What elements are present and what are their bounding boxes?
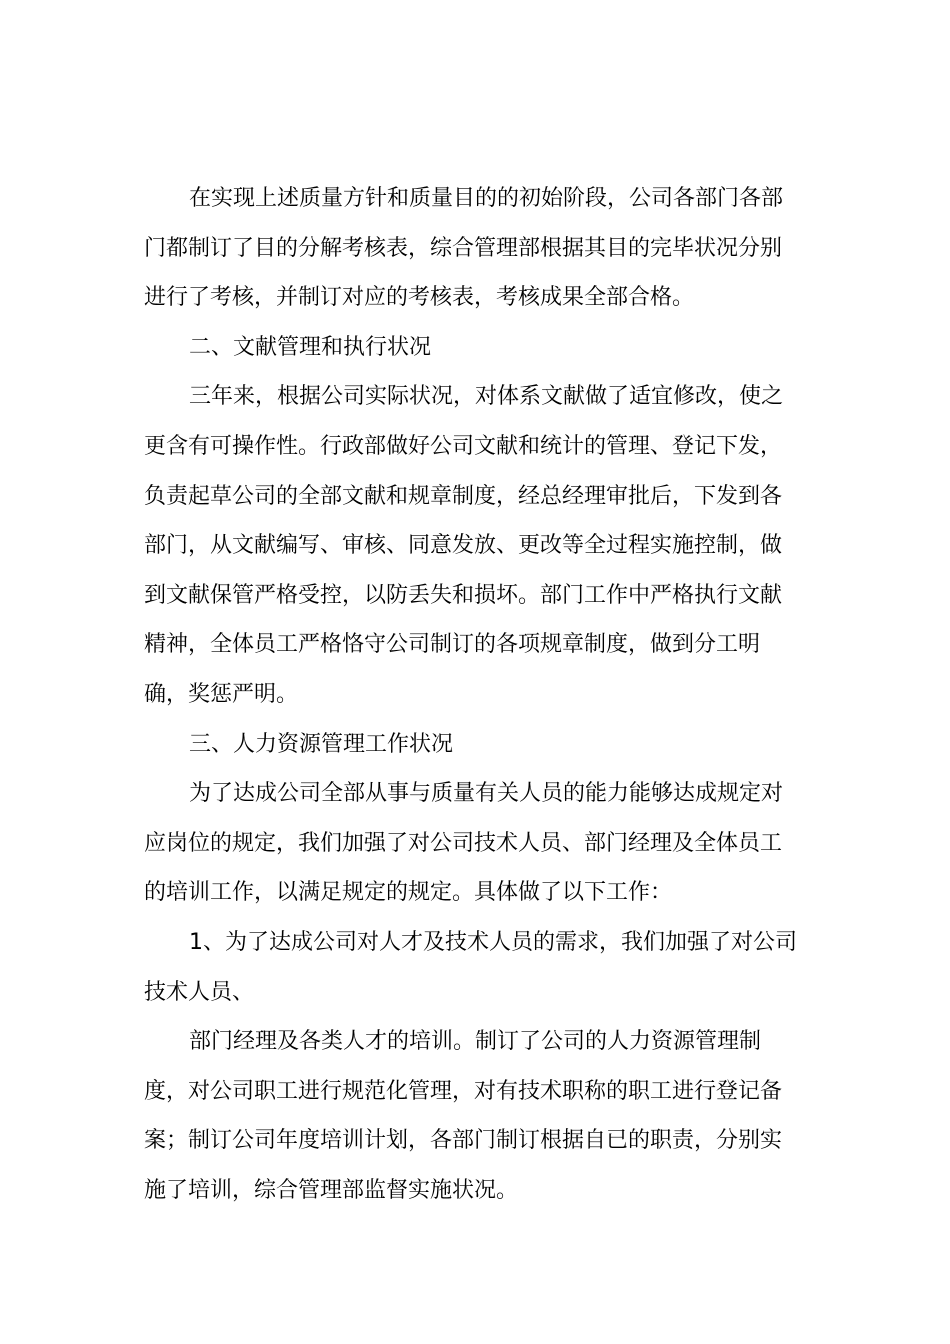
paragraph-line: 三年来，根据公司实际状况，对体系文献做了适宜修改，使之	[189, 384, 784, 410]
paragraph-line: 精神，全体员工严格恪守公司制订的各项规章制度，做到分工明	[144, 632, 761, 658]
section-heading: 二、文献管理和执行状况	[189, 334, 432, 360]
paragraph-line: 部门经理及各类人才的培训。制订了公司的人力资源管理制	[189, 1029, 762, 1055]
paragraph-line: 施了培训，综合管理部监督实施状况。	[144, 1177, 519, 1203]
list-item-line: 1、为了达成公司对人才及技术人员的需求，我们加强了对公司	[189, 929, 797, 955]
paragraph-line: 进行了考核，并制订对应的考核表，考核成果全部合格。	[144, 285, 695, 311]
paragraph-line: 确，奖惩严明。	[144, 681, 299, 707]
paragraph-line: 的培训工作，以满足规定的规定。具体做了以下工作：	[144, 880, 673, 906]
paragraph-line: 案；制订公司年度培训计划，各部门制订根据自已的职责，分别实	[144, 1128, 783, 1154]
paragraph-line: 到文献保管严格受控，以防丢失和损坏。部门工作中严格执行文献	[144, 582, 783, 608]
paragraph-line: 更含有可操作性。行政部做好公司文献和统计的管理、登记下发，	[144, 433, 783, 459]
document-page	[144, 174, 814, 1215]
paragraph-line: 度，对公司职工进行规范化管理，对有技术职称的职工进行登记备	[144, 1078, 783, 1104]
paragraph-line: 负责起草公司的全部文献和规章制度，经总经理审批后，下发到各	[144, 483, 783, 509]
paragraph-line: 在实现上述质量方针和质量目的的初始阶段，公司各部门各部	[189, 186, 784, 211]
paragraph-line: 应岗位的规定，我们加强了对公司技术人员、部门经理及全体员工	[144, 830, 783, 856]
paragraph-line: 部门，从文献编写、审核、同意发放、更改等全过程实施控制，做	[144, 533, 783, 559]
paragraph-line: 为了达成公司全部从事与质量有关人员的能力能够达成规定对	[189, 781, 784, 807]
section-heading: 三、人力资源管理工作状况	[189, 731, 454, 757]
paragraph-line: 门都制订了目的分解考核表，综合管理部根据其目的完毕状况分别	[144, 235, 783, 261]
list-item-line: 技术人员、	[144, 979, 255, 1005]
